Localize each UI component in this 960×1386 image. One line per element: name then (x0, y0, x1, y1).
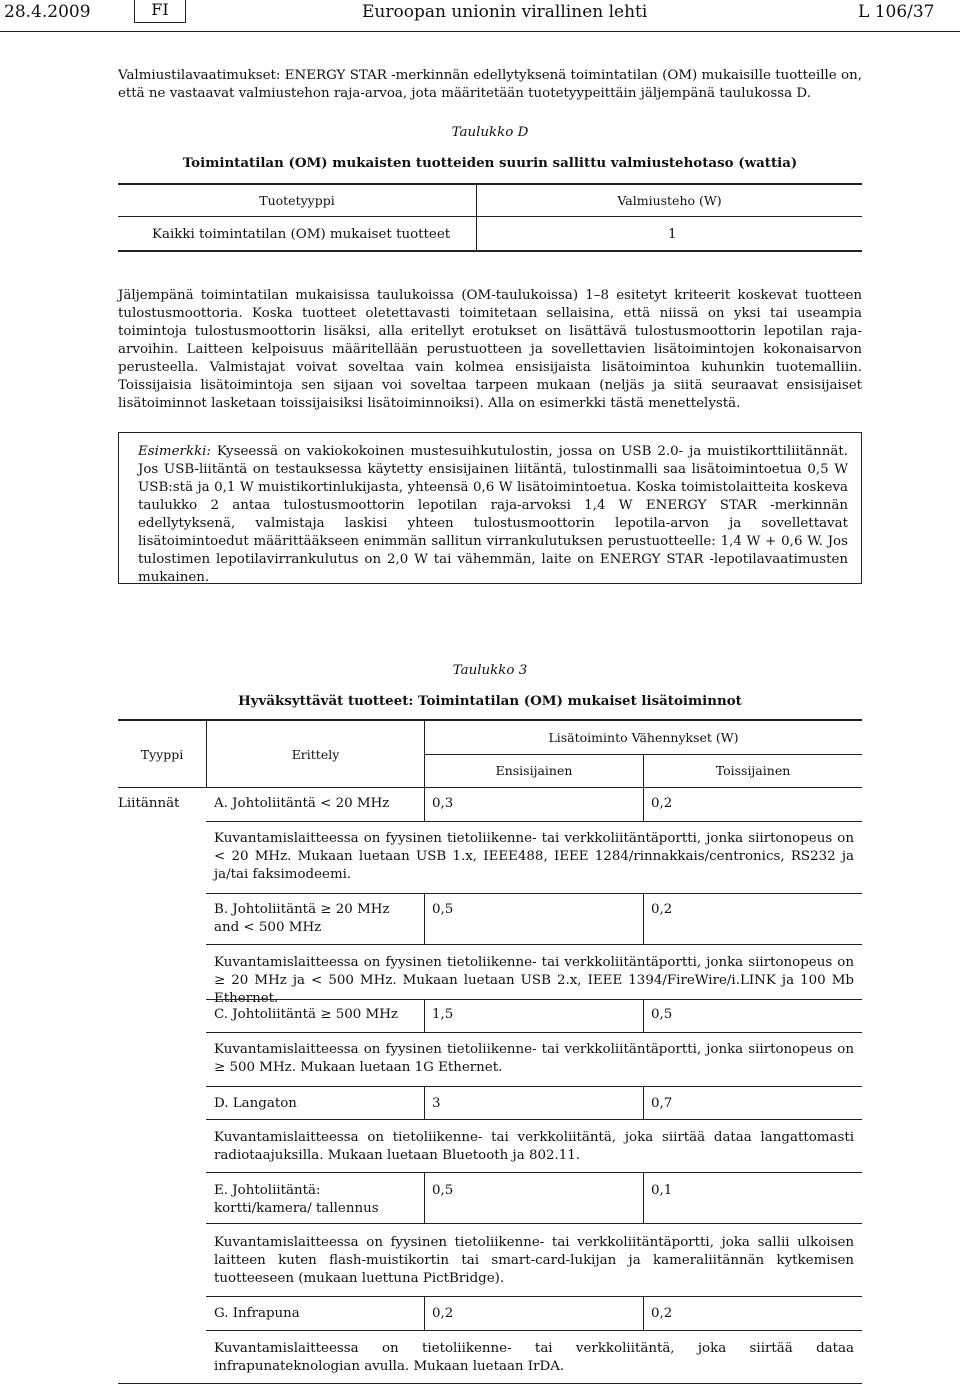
table-3-group-header: Lisätoiminto Vähennykset (W) (548, 730, 739, 745)
row-d-vline-1 (424, 1086, 425, 1119)
row-c-primary: 1,5 (432, 1007, 454, 1022)
row-g-top-line (206, 1296, 862, 1297)
row-c-vline-1 (424, 999, 425, 1032)
row-d-line (206, 1119, 862, 1120)
row-d-top-line (206, 1086, 862, 1087)
row-c-line (206, 1032, 862, 1033)
row-e-vline-1 (424, 1172, 425, 1223)
row-d-vline-2 (643, 1086, 644, 1119)
row-c-top-line (206, 999, 862, 1000)
row-e-primary: 0,5 (432, 1183, 454, 1198)
table-d-caption: Taulukko D (451, 125, 529, 140)
row-d-name: D. Langaton (214, 1096, 297, 1111)
row-e-secondary: 0,1 (651, 1183, 673, 1198)
row-e-desc: Kuvantamislaitteessa on fyysinen tietoliikenne- tai verkkoliitäntäportti, joka sallii ulkoisen laitteen kuten flash-muistikortin tai smart-card-lukijan ja kameraliitännän kytkemisen tuotteeseen (mukaan luettuna PictBridge). (214, 1235, 854, 1286)
table-3-top-rule (118, 719, 862, 721)
table-3-spec-header: Erittely (291, 747, 340, 762)
row-d-secondary: 0,7 (651, 1096, 673, 1111)
row-b-secondary: 0,2 (651, 902, 673, 917)
example-text (138, 443, 848, 587)
row-a-desc: Kuvantamislaitteessa on fyysinen tietoliikenne- tai verkkoliitäntäportti, jonka siirtonopeus on < 20 MHz. Mukaan luetaan USB 1.x, IEEE488, IEEE 1284/rinnakkais/centronics, RS232 ja ja/tai faksimodeemi. (214, 831, 854, 882)
table-d-col2-header: Valmiusteho (W) (617, 193, 722, 208)
row-g-vline-2 (643, 1296, 644, 1330)
table-3-type-header: Tyyppi (140, 747, 184, 762)
row-e-name: E. Johtoliitäntä: kortti/kamera/ tallennus (214, 1183, 379, 1216)
row-b-vline-1 (424, 893, 425, 944)
row-a-line (206, 821, 862, 822)
table-3-primary-header: Ensisijainen (495, 763, 573, 778)
row-a-secondary: 0,2 (651, 796, 673, 811)
table-3-secondary-header: Toissijainen (715, 763, 791, 778)
row-a-primary: 0,3 (432, 796, 454, 811)
language-code: FI (134, 0, 186, 23)
header-date: 28.4.2009 (4, 2, 91, 22)
row-e-line (206, 1223, 862, 1224)
row-g-secondary: 0,2 (651, 1306, 673, 1321)
row-b-top-line (206, 893, 862, 894)
table-d-header-rule (118, 216, 862, 217)
row-b-primary: 0,5 (432, 902, 454, 917)
row-g-name: G. Infrapuna (214, 1306, 300, 1321)
row-g-vline-1 (424, 1296, 425, 1330)
table-d-col1-header: Tuotetyyppi (259, 193, 335, 208)
table-d-top-rule (118, 183, 862, 185)
row-a-name: A. Johtoliitäntä < 20 MHz (214, 796, 390, 811)
row-e-vline-2 (643, 1172, 644, 1223)
row-c-name: C. Johtoliitäntä ≥ 500 MHz (214, 1007, 398, 1022)
table-3-title: Hyväksyttävät tuotteet: Toimintatilan (OM) mukaiset lisätoiminnot (238, 693, 742, 709)
row-b-line (206, 944, 862, 945)
table-d-row-value: 1 (668, 227, 677, 242)
row-d-primary: 3 (432, 1096, 441, 1111)
table-3-bottom-rule (118, 1383, 862, 1384)
row-c-vline-2 (643, 999, 644, 1032)
header-divider (0, 31, 960, 32)
table-d-title: Toimintatilan (OM) mukaisten tuotteiden suurin sallittu valmiustehotaso (wattia) (182, 155, 798, 171)
journal-title: Euroopan unionin virallinen lehti (362, 2, 648, 22)
page-number: L 106/37 (858, 2, 935, 22)
criteria-paragraph: Jäljempänä toimintatilan mukaisissa taulukoissa (OM-taulukoissa) 1–8 esitetyt kriteerit koskevat tuotteen tulostusmoottoria. Koska tuotteet oletettavasti toimitetaan sellaisina, että niissä on yksi tai useampia toimintoja tulostusmoottorin lisäksi, alla eritellyt erotukset on lisättävä tulostusmoottorin lepotilan raja-arvoihin. Laitteen kelpoisuus määritellään perustuotteen ja sovellettavien lisätoimintojen kokonaisarvon perusteella. Valmistajat voivat soveltaa vain kolmea ensisijaista lisätoimintoa kuhunkin tuotemalliin. Toissijaisia lisätoimintoja sen sijaan voi soveltaa tarpeen mukaan (neljäs ja siitä seuraavat ensisijaiset lisätoiminnot lasketaan toissijaisiksi lisätoiminnoiksi). Alla on esimerkki tästä menettelystä. (118, 288, 862, 411)
table-3-caption: Taulukko 3 (452, 663, 528, 678)
intro-paragraph: Valmiustilavaatimukset: ENERGY STAR -merkinnän edellytyksenä toimintatilan (OM) mukaisille tuotteille on, että ne vastaavat valmiustehon raja-arvoa, jota määritetään tuotetyypeittäin jäljempänä taulukossa D. (118, 68, 862, 101)
row-g-desc: Kuvantamislaitteessa on tietoliikenne- tai verkkoliitäntä, joka siirtää dataa infrapunateknologian avulla. Mukaan luetaan IrDA. (214, 1341, 854, 1374)
row-c-desc: Kuvantamislaitteessa on fyysinen tietoliikenne- tai verkkoliitäntäportti, jonka siirtonopeus on ≥ 500 MHz. Mukaan luetaan 1G Ethernet. (214, 1042, 854, 1075)
row-a-vline-2 (643, 788, 644, 821)
row-c-secondary: 0,5 (651, 1007, 673, 1022)
row-g-line (206, 1330, 862, 1331)
example-body: Kyseessä on vakiokokoinen mustesuihkutulostin, jossa on USB 2.0- ja muistikorttiliitännät. Jos USB-liitäntä on testauksessa käytetty ensisijainen liitäntä, tulostinmalli saa lisätoimintoetua 0,5 W USB:stä ja 0,1 W muistikortinlukijasta, yhteensä 0,6 W lisätoimintoetua. Koska toimistolaitteita koskeva taulukko 2 antaa tulostusmoottorin lepotilan raja-arvoksi 1,4 W ENERGY STAR -merkinnän edellytyksenä, valmistaja laskisi yhteen tulostusmoottorin lepotila-arvon ja sovellettavat lisätoimintoedut määrittääkseen enimmän sallitun virrankulutuksen perustuotteelle: 1,4 W + 0,6 W. Jos tulostimen lepotilavirrankulutus on 2,0 W tai vähemmän, laite on ENERGY STAR -lepotilavaatimusten mukainen. (138, 444, 848, 585)
row-b-vline-2 (643, 893, 644, 944)
table-d-divider (476, 184, 477, 250)
table-d-bottom-rule (118, 250, 862, 252)
table-3-header-rule (118, 787, 862, 788)
row-g-primary: 0,2 (432, 1306, 454, 1321)
row-d-desc: Kuvantamislaitteessa on tietoliikenne- tai verkkoliitäntä, joka siirtää dataa langattomasti radiotaajuksilla. Mukaan luetaan Bluetooth ja 802.11. (214, 1130, 854, 1163)
row-b-desc: Kuvantamislaitteessa on fyysinen tietoliikenne- tai verkkoliitäntäportti, jonka siirtonopeus on ≥ 20 MHz ja < 500 MHz. Mukaan luetaan USB 2.x, IEEE 1394/FireWire/i.LINK ja 100 Mb Ethernet. (214, 955, 854, 1006)
table-d-row-type: Kaikki toimintatilan (OM) mukaiset tuotteet (152, 227, 451, 242)
row-a-vline-1 (424, 788, 425, 821)
row-b-name: B. Johtoliitäntä ≥ 20 MHz and < 500 MHz (214, 902, 390, 935)
example-label: Esimerkki: (138, 444, 211, 459)
table-3-type-label: Liitännät (118, 796, 180, 811)
row-e-top-line (206, 1172, 862, 1173)
